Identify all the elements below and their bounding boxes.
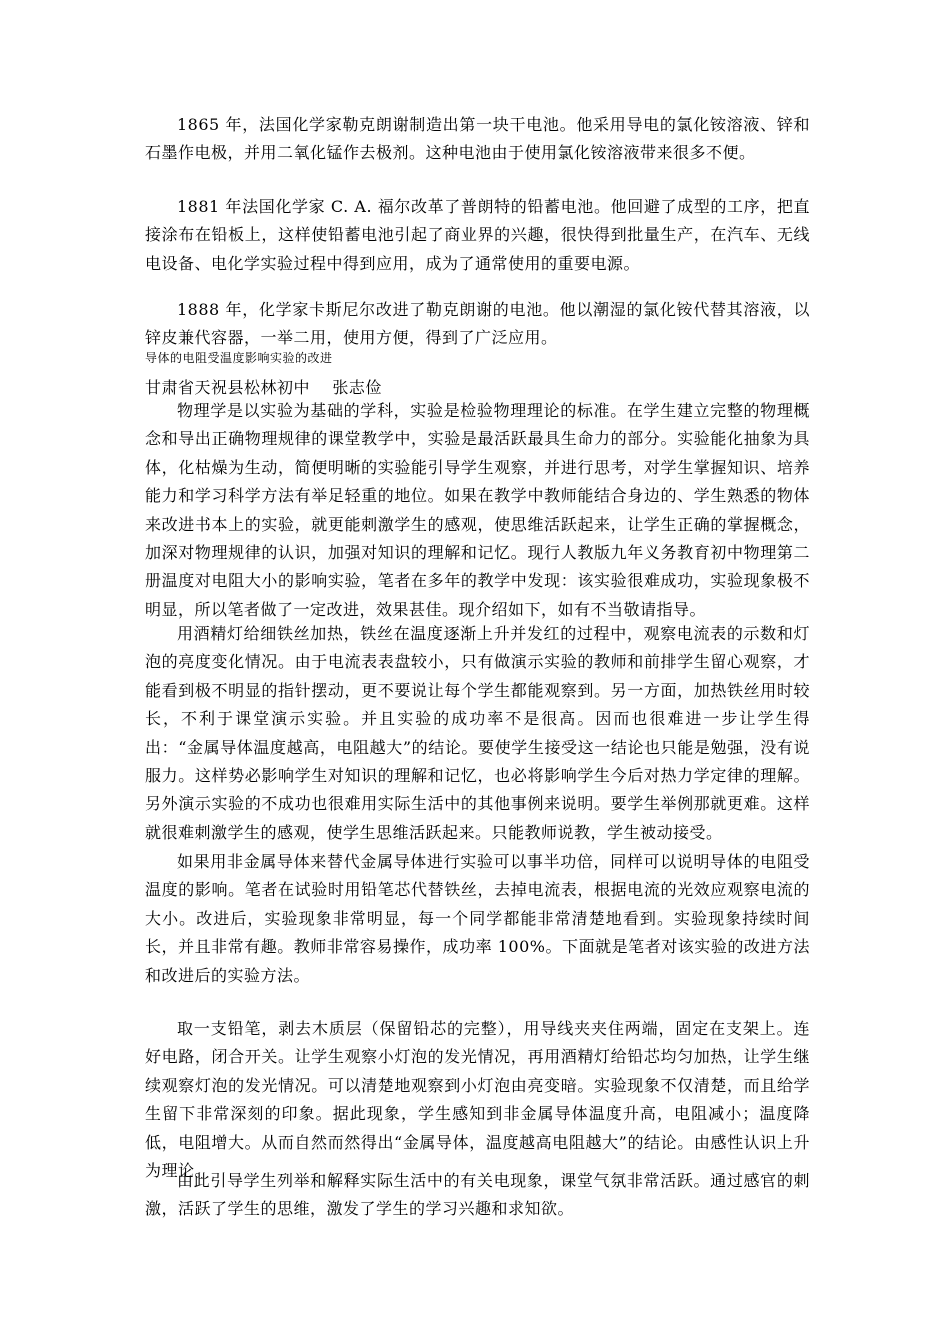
paragraph-improved-method: 取一支铅笔，剥去木质层（保留铅芯的完整），用导线夹夹住两端，固定在支架上。连好电路，闭合开关。让学生观察小灯泡的发光情况，再用酒精灯给铅芯均匀加热，让学生继续观察灯泡的发光情况。可以清楚地观察到小灯泡由亮变暗。实验现象不仅清楚，而且给学生留下非常深刻的印象。据此现象，学生感知到非金属导体温度升高，电阻减小；温度降低，电阻增大。从而自然而然得出“金属导体，温度越高电阻越大”的结论。由感性认识上升为理论。	[145, 1019, 810, 1181]
paragraph-original-experiment: 用酒精灯给细铁丝加热，铁丝在温度逐渐上升并发红的过程中，观察电流表的示数和灯泡的亮度变化情况。由于电流表表盘较小，只有做演示实验的教师和前排学生留心观察，才能看到极不明显的指针摆动，更不要说让每个学生都能观察到。另一方面，加热铁丝用时较长，不利于课堂演示实验。并且实验的成功率不是很高。因而也很难进一步让学生得出：“金属导体温度越高，电阻越大”的结论。要使学生接受这一结论也只能是勉强，没有说服力。这样势必影响学生对知识的理解和记忆，也必将影响学生今后对热力学定律的理解。另外演示实验的不成功也很难用实际生活中的其他事例来说明。要学生举例那就更难。这样就很难刺激学生的感观，使学生思维活跃起来。只能教师说教，学生被动接受。	[145, 624, 810, 842]
paragraph-battery-1888: 1888 年，化学家卡斯尼尔改进了勒克朗谢的电池。他以潮湿的氯化铵代替其溶液，以锌皮兼代容器，一举二用，使用方便，得到了广泛应用。	[145, 300, 810, 348]
article-title: 导体的电阻受温度影响实验的改进	[145, 351, 333, 365]
author-line: 甘肃省天祝县松林初中 张志俭	[145, 378, 382, 397]
paragraph-intro: 物理学是以实验为基础的学科，实验是检验物理理论的标准。在学生建立完整的物理概念和导出正确物理规律的课堂教学中，实验是最活跃最具生命力的部分。实验能化抽象为具体，化枯燥为生动，简便明晰的实验能引导学生观察，并进行思考，对学生掌握知识、培养能力和学习科学方法有举足轻重的地位。如果在教学中教师能结合身边的、学生熟悉的物体来改进书本上的实验，就更能刺激学生的感观，使思维活跃起来，让学生正确的掌握概念，加深对物理规律的认识，加强对知识的理解和记忆。现行人教版九年义务教育初中物理第二册温度对电阻大小的影响实验，笔者在多年的教学中发现：该实验很难成功，实验现象极不明显，所以笔者做了一定改进，效果甚佳。现介绍如下，如有不当敬请指导。	[145, 401, 810, 619]
paragraph-dry-battery-1865: 1865 年，法国化学家勒克朗谢制造出第一块干电池。他采用导电的氯化铵溶液、锌和石墨作电极，并用二氧化锰作去极剂。这种电池由于使用氯化铵溶液带来很多不便。	[145, 115, 810, 163]
paragraph-conclusion: 由此引导学生列举和解释实际生活中的有关电现象，课堂气氛非常活跃。通过感官的刺激，活跃了学生的思维，激发了学生的学习兴趣和求知欲。	[145, 1171, 810, 1219]
paragraph-improvement-idea: 如果用非金属导体来替代金属导体进行实验可以事半功倍，同样可以说明导体的电阻受温度的影响。笔者在试验时用铅笔芯代替铁丝，去掉电流表，根据电流的光效应观察电流的大小。改进后，实验现象非常明显，每一个同学都能非常清楚地看到。实验现象持续时间长，并且非常有趣。教师非常容易操作，成功率 100%。下面就是笔者对该实验的改进方法和改进后的实验方法。	[145, 852, 810, 985]
paragraph-lead-battery-1881: 1881 年法国化学家 C. A. 福尔改革了普朗特的铅蓄电池。他回避了成型的工序，把直接涂布在铅板上，这样使铅蓄电池引起了商业界的兴趣，很快得到批量生产，在汽车、无线电设备、电化学实验过程中得到应用，成为了通常使用的重要电源。	[145, 197, 810, 273]
